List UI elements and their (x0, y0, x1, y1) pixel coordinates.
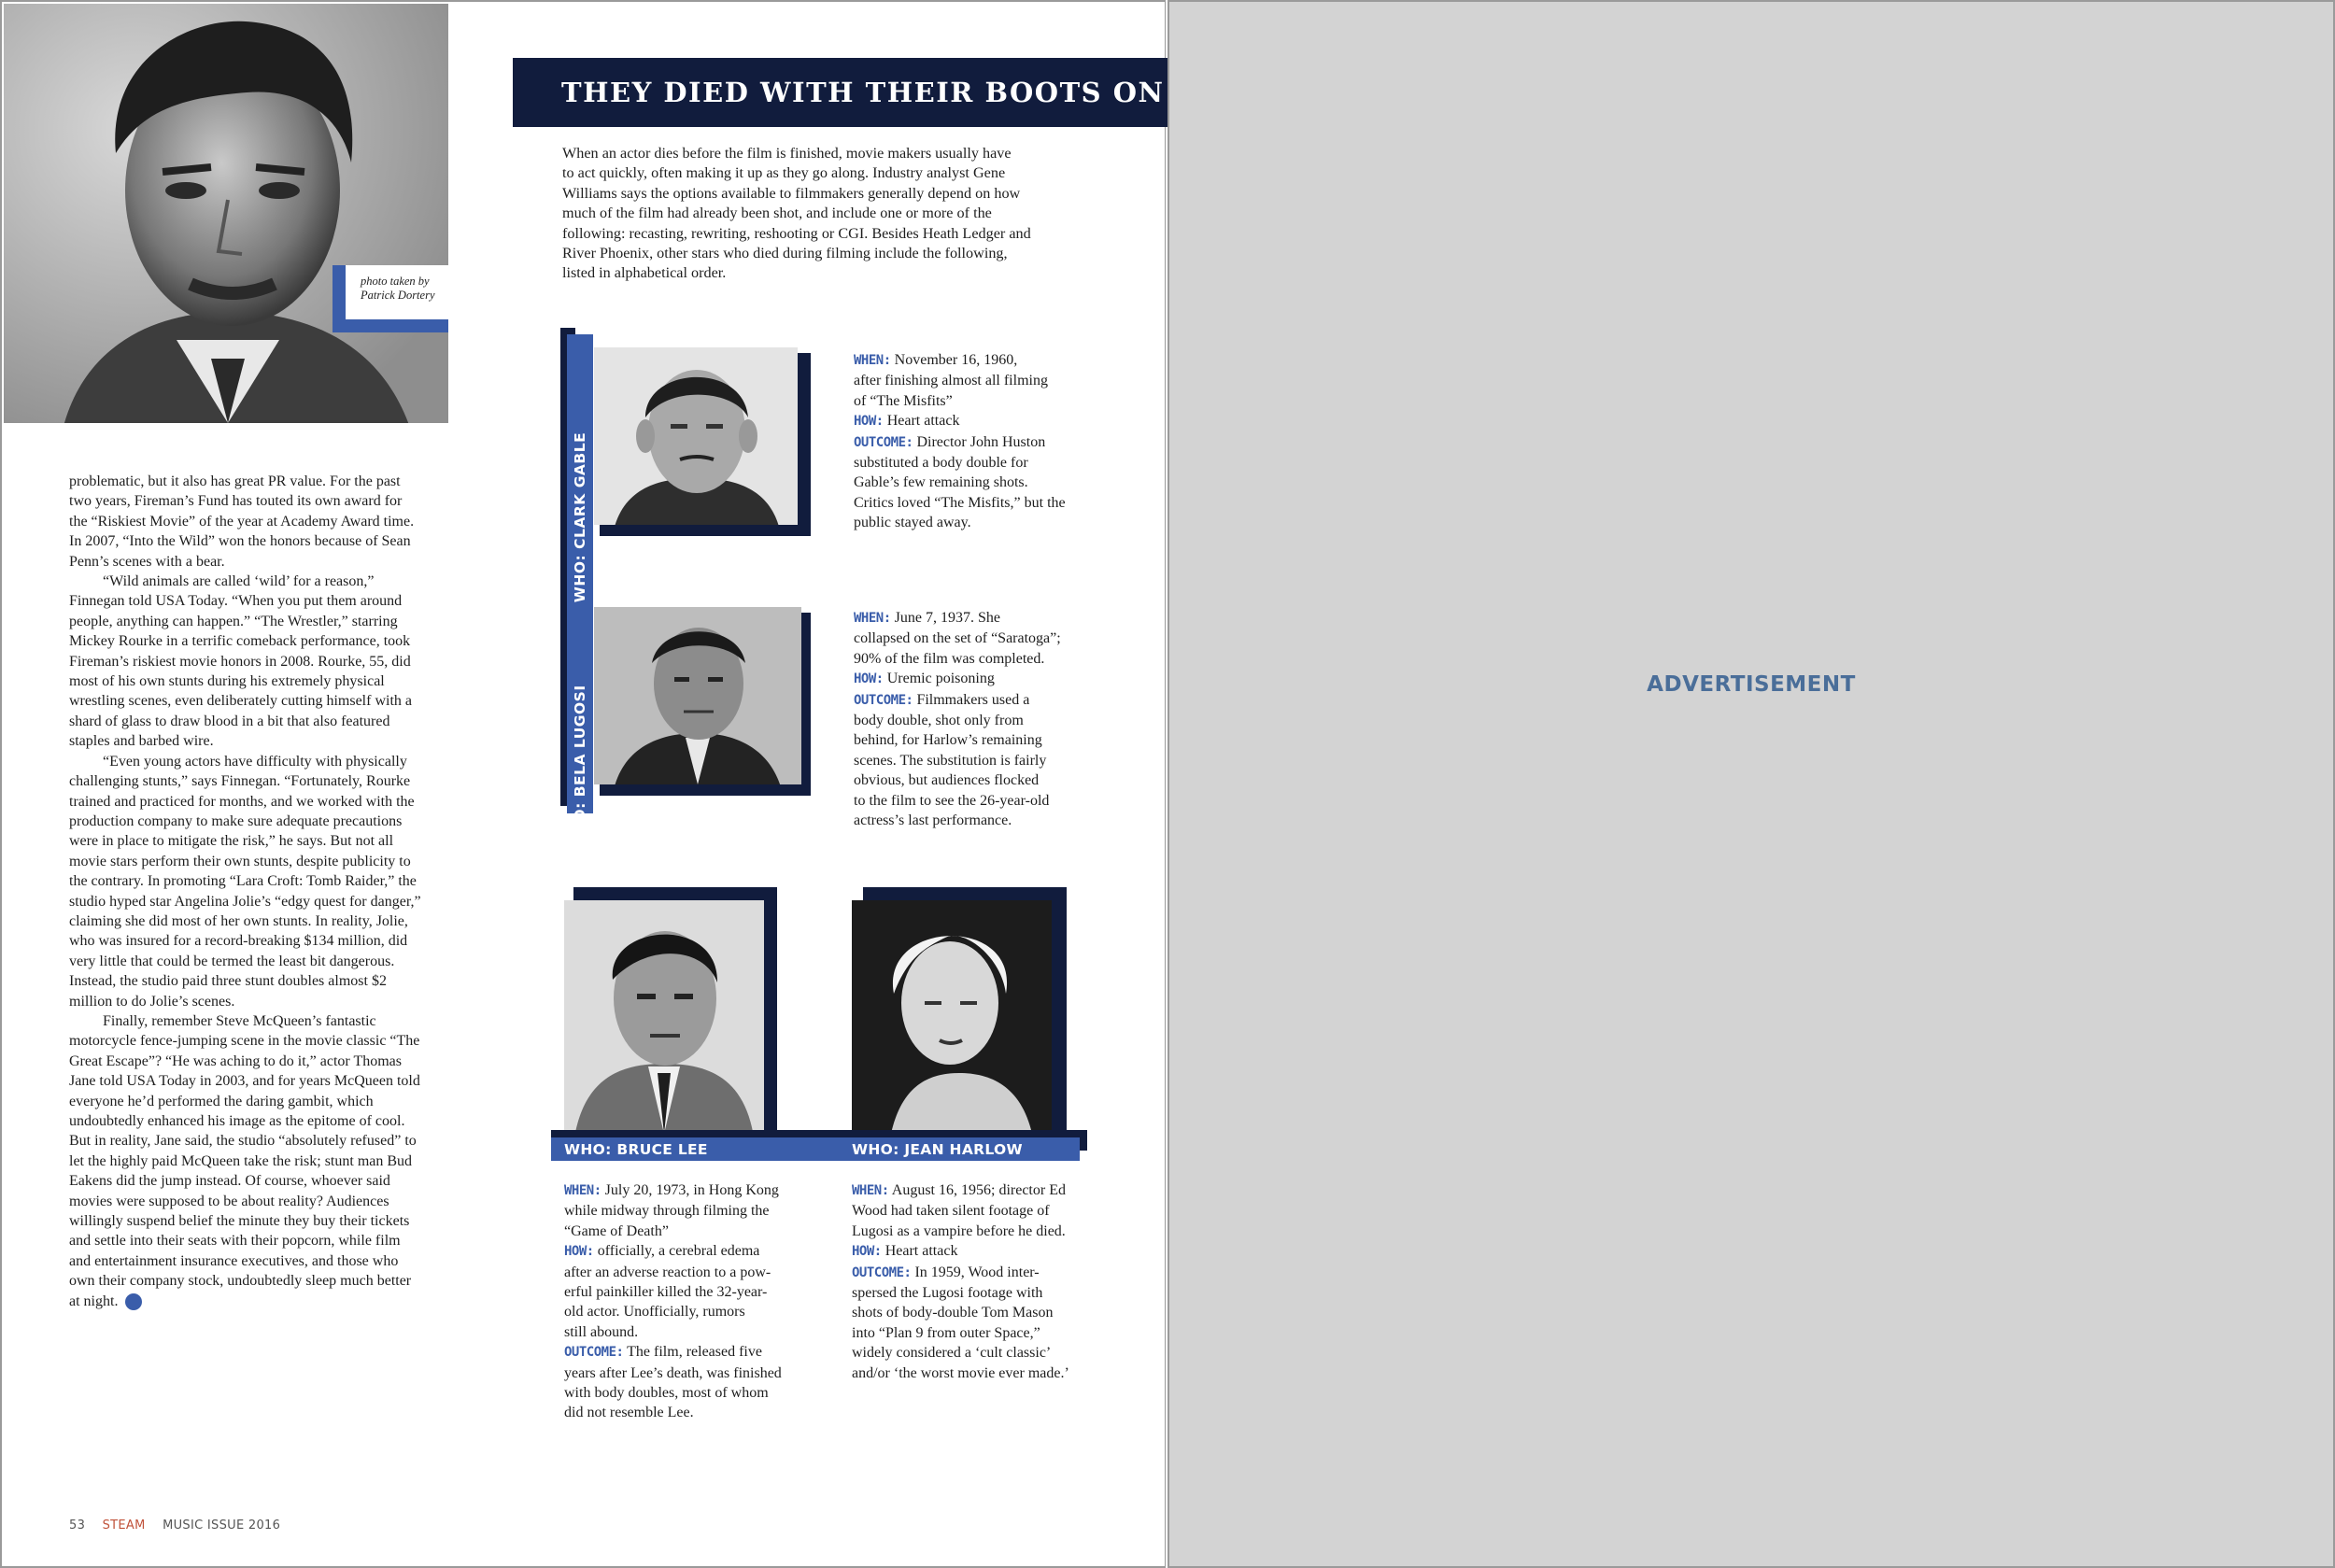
left-page (0, 0, 1166, 1568)
when-label: WHEN: (852, 1183, 889, 1198)
magazine-name: STEAM (102, 1519, 146, 1533)
lee-photo (564, 900, 764, 1134)
how-label: HOW: (564, 1244, 594, 1260)
gable-when: November 16, 1960, (890, 352, 1018, 368)
article-paragraph-text: Finally, remember Steve McQueen’s fantastic motorcycle fence-jumping scene in the movie classic “The Great Escape”? “He was aching to do it,” actor Thomas Jane told USA Today in 2003, and for years McQueen told everyone he’d performed the daring gambit, which undoubtedly enhanced his image as the epitome of cool. But in reality, Jane said, the studio “absolutely refused” to let the highly paid McQueen take the risk; stunt man Bud Eakens did the jump instead. Of course, whoever said movies were supposed to be about reality? Audiences willingly suspend belief the minute they buy their tickets and settle into their seats with their popcorn, while film and entertainment insurance executives, and those who own their company stock, undoubtedly sleep much better at night. (69, 1012, 420, 1309)
how-label: HOW: (854, 414, 884, 430)
lugosi-outcome-line: to the film to see the 26-year-old (854, 792, 1050, 809)
gable-outcome-line: substituted a body double for (854, 455, 1028, 472)
lugosi-when-line: collapsed on the set of “Saratoga”; (854, 630, 1061, 647)
lugosi-when-line: 90% of the film was completed. (854, 650, 1045, 667)
feature-intro (562, 144, 1099, 284)
article-paragraph: problematic, but it also has great PR value. For the past two years, Fireman’s Fund has touted its own award for the “Riskiest Movie” of the year at Academy Award time. In 2007, “Into the Wild” won the honors because of Sean Penn’s scenes with a bear. (69, 473, 415, 570)
article-paragraph: “Wild animals are called ‘wild’ for a reason,” Finnegan told USA Today. “When you put them around people, anything can happen.” “The Wrestler,” starring Mickey Rourke in a terrific comeback performance, took Fireman’s riskiest movie honors in 2008. Rourke, 55, did most of his own stunts during his extremely physical wrestling scenes, even deliberately cutting himself with a shard of glass to draw blood in a bit that also featured staples and barbed wire. (69, 573, 412, 750)
page-footer (69, 1519, 280, 1533)
lugosi-when: June 7, 1937. She (890, 610, 1000, 626)
lugosi-outcome-line (854, 690, 1097, 711)
who-label-lugosi: WHO: BELA LUGOSI (572, 685, 588, 851)
lee-how: officially, a cerebral edema (593, 1243, 760, 1260)
harlow-photo (852, 900, 1052, 1134)
harlow-how-line (852, 1241, 1123, 1262)
advertisement-page[interactable] (1168, 0, 2335, 1568)
outcome-label: OUTCOME: (852, 1264, 912, 1280)
feature-title-bar (513, 58, 1168, 127)
harlow-when-line: Wood had taken silent footage of (852, 1203, 1050, 1220)
gable-how: Heart attack (883, 413, 960, 430)
portrait-photo (4, 4, 448, 423)
outcome-label: OUTCOME: (564, 1345, 624, 1361)
intro-line: River Phoenix, other stars who died during filming include the following, (562, 245, 1008, 262)
article-paragraph: “Even young actors have difficulty with physically challenging stunts,” says Finnegan. “Fortunately, Rourke trained and practiced for months, and we worked with the production company to make sure adequate precautions were in place to mitigate the risk,” he says. But not all movie stars perform their own stunts, despite publicity to the contrary. In promoting “Lara Croft: Tomb Raider,” the studio hyped star Angelina Jolie’s “edgy quest for danger,” claiming she did most of her own stunts. In reality, Jolie, who was insured for a record-breaking $134 million, did very little that could be termed the least bit dangerous. Instead, the studio paid three stunt doubles almost $2 million to do Jolie’s scenes. (69, 753, 421, 1010)
lee-details (564, 1180, 816, 1423)
who-label-lee: WHO: BRUCE LEE (564, 1141, 708, 1158)
lugosi-outcome-line: behind, for Harlow’s remaining (854, 732, 1042, 749)
who-label-gable: WHO: CLARK GABLE (572, 431, 588, 603)
harlow-outcome-line: widely considered a ‘cult classic’ (852, 1345, 1052, 1362)
when-label: WHEN: (854, 353, 891, 368)
gable-outcome: Director John Huston (913, 433, 1046, 450)
lugosi-how: Uremic poisoning (883, 671, 995, 687)
intro-line: much of the film had already been shot, and include one or more of the (562, 205, 992, 222)
lee-how-line: old actor. Unofficially, rumors (564, 1304, 745, 1321)
harlow-how: Heart attack (881, 1243, 958, 1260)
harlow-details (852, 1180, 1123, 1383)
lee-how-line: after an adverse reaction to a pow- (564, 1264, 771, 1280)
lee-outcome-line: with body doubles, most of whom (564, 1385, 769, 1402)
gable-outcome-line: public stayed away. (854, 515, 971, 531)
lugosi-how-line (854, 669, 1097, 689)
issue-name: MUSIC ISSUE 2016 (163, 1519, 281, 1533)
lugosi-when-line (854, 608, 1097, 629)
lee-how-line: still abound. (564, 1323, 639, 1340)
gable-outcome-line: Gable’s few remaining shots. (854, 474, 1028, 491)
page-number: 53 (69, 1519, 86, 1533)
photo-credit (333, 265, 448, 332)
feature-title: THEY DIED WITH THEIR BOOTS ON (561, 77, 1165, 108)
who-label-harlow: WHO: JEAN HARLOW (852, 1141, 1023, 1158)
gable-outcome-line: Critics loved “The Misfits,” but the (854, 494, 1066, 511)
harlow-when-line: Lugosi as a vampire before he died. (852, 1222, 1066, 1239)
lee-when-line (564, 1180, 816, 1201)
lee-outcome-line: did not resemble Lee. (564, 1405, 694, 1421)
photo-credit-name: Patrick Dortery (361, 289, 435, 302)
intro-line: When an actor dies before the film is finished, movie makers usually have (562, 145, 1012, 162)
outcome-label: OUTCOME: (854, 692, 913, 708)
harlow-when-line (852, 1180, 1123, 1201)
lugosi-outcome-line: body double, shot only from (854, 713, 1024, 729)
gable-when-line (854, 350, 1097, 371)
gable-details (854, 350, 1097, 533)
harlow-outcome-line: spersed the Lugosi footage with (852, 1285, 1043, 1302)
lee-when: July 20, 1973, in Hong Kong (601, 1182, 779, 1198)
lee-outcome-line (564, 1342, 816, 1363)
harlow-outcome-line (852, 1263, 1123, 1283)
gable-how-line (854, 411, 1097, 431)
intro-line: to act quickly, often making it up as they go along. Industry analyst Gene (562, 164, 1006, 182)
lugosi-outcome-line: scenes. The substitution is fairly (854, 752, 1047, 769)
lee-when-line: “Game of Death” (564, 1222, 669, 1239)
intro-line: Williams says the options available to filmmakers generally depend on how (562, 184, 1021, 202)
how-label: HOW: (852, 1244, 882, 1260)
intro-line: listed in alphabetical order. (562, 264, 727, 282)
lee-how-line (564, 1241, 816, 1262)
gable-photo (594, 347, 798, 525)
lugosi-details (854, 608, 1097, 830)
harlow-when: August 16, 1956; director Ed (888, 1182, 1066, 1198)
article-paragraph (69, 1011, 422, 1311)
lugosi-photo (594, 607, 801, 784)
lee-outcome: The film, released five (623, 1344, 762, 1361)
when-label: WHEN: (854, 611, 891, 626)
when-label: WHEN: (564, 1183, 601, 1198)
how-label: HOW: (854, 671, 884, 687)
harlow-outcome: In 1959, Wood inter- (911, 1264, 1040, 1280)
harlow-outcome-line: shots of body-double Tom Mason (852, 1305, 1054, 1321)
outcome-label: OUTCOME: (854, 434, 913, 450)
lee-outcome-line: years after Lee’s death, was finished (564, 1364, 782, 1381)
end-of-article-mark: S (125, 1293, 142, 1310)
lugosi-outcome-line: actress’s last performance. (854, 812, 1012, 829)
advertisement-label: ADVERTISEMENT (1647, 672, 1856, 697)
gable-when-line: after finishing almost all filming (854, 373, 1048, 389)
gable-outcome-line (854, 432, 1097, 453)
lugosi-outcome-line: obvious, but audiences flocked (854, 772, 1040, 789)
harlow-outcome-line: and/or ‘the worst movie ever made.’ (852, 1364, 1069, 1381)
photo-credit-line: photo taken by (361, 275, 430, 288)
article-body (69, 472, 422, 1311)
intro-line: following: recasting, rewriting, reshooting or CGI. Besides Heath Ledger and (562, 224, 1031, 242)
lee-how-line: erful painkiller killed the 32-year- (564, 1284, 768, 1301)
gable-when-line: of “The Misfits” (854, 392, 953, 409)
lee-when-line: while midway through filming the (564, 1203, 770, 1220)
lugosi-outcome: Filmmakers used a (913, 691, 1030, 708)
harlow-outcome-line: into “Plan 9 from outer Space,” (852, 1324, 1040, 1341)
